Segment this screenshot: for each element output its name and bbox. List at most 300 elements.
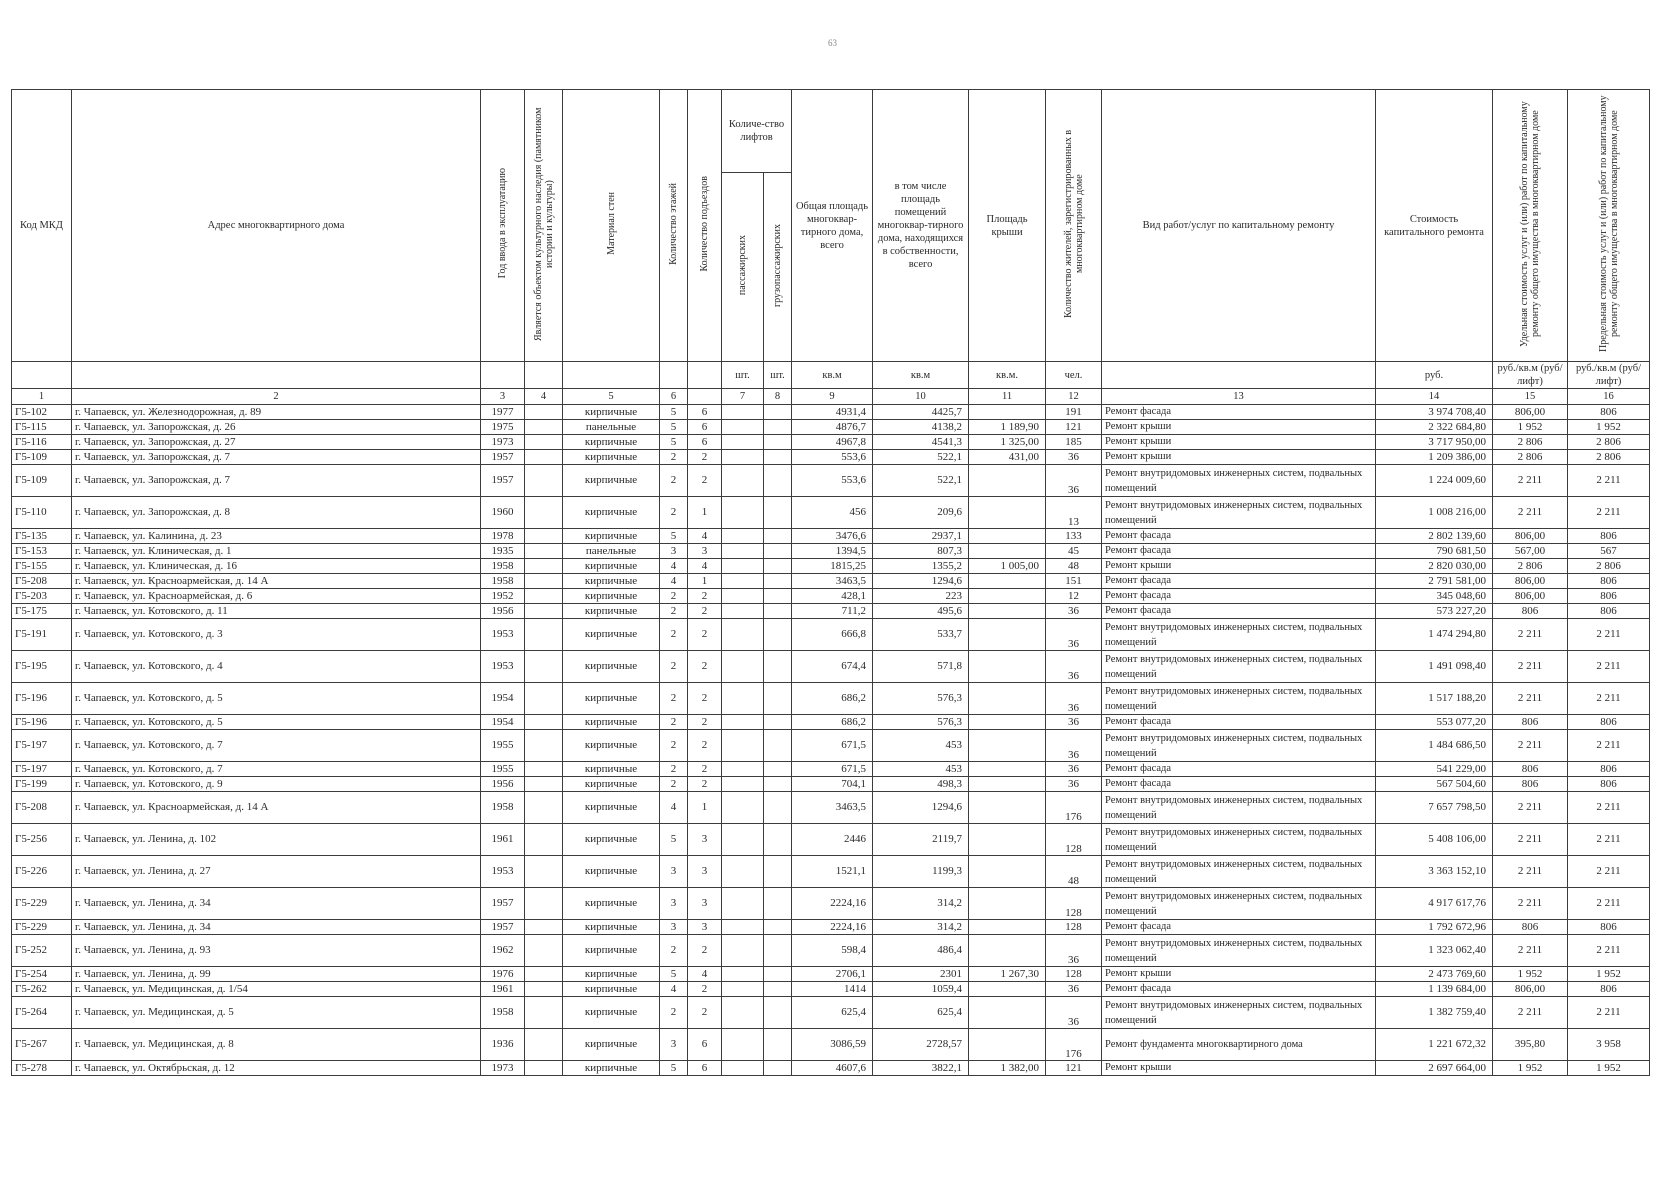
cell-code: Г5-135 [12, 529, 72, 544]
cell-work-type: Ремонт фасада [1102, 405, 1376, 420]
cell-heritage [525, 405, 563, 420]
cell-address: г. Чапаевск, ул. Котовского, д. 3 [72, 619, 481, 651]
cell-residents: 36 [1046, 730, 1102, 762]
cell-owned-area: 3822,1 [873, 1061, 969, 1076]
cell-floors: 2 [660, 683, 688, 715]
cell-material: кирпичные [563, 856, 660, 888]
cell-unit-cost: 2 211 [1493, 792, 1568, 824]
table-row [12, 935, 1650, 967]
cell-total-area: 456 [792, 497, 873, 529]
cell-floors: 3 [660, 544, 688, 559]
cell-limit-cost: 2 211 [1568, 888, 1650, 920]
cell-work-type: Ремонт внутридомовых инженерных систем, подвальных помещений [1102, 888, 1376, 920]
cell-year: 1957 [481, 450, 525, 465]
page-number-mark: 63 [828, 38, 837, 48]
cell-work-type: Ремонт внутридомовых инженерных систем, подвальных помещений [1102, 619, 1376, 651]
cell-residents: 36 [1046, 683, 1102, 715]
cell-entrances: 2 [688, 619, 722, 651]
cell-lifts-passenger [722, 792, 764, 824]
cell-entrances: 2 [688, 777, 722, 792]
cell-lifts-cargo [764, 967, 792, 982]
table-row [12, 888, 1650, 920]
header-lifts-cargo: грузопассажирских [764, 173, 792, 362]
cell-heritage [525, 730, 563, 762]
table-row [12, 405, 1650, 420]
cell-roof-area: 1 005,00 [969, 559, 1046, 574]
table-row [12, 529, 1650, 544]
table-row [12, 497, 1650, 529]
header-cost: Стоимость капитального ремонта [1376, 90, 1493, 362]
unit-rub-per-sqm: руб./кв.м (руб/лифт) [1568, 362, 1650, 389]
cell-address: г. Чапаевск, ул. Котовского, д. 4 [72, 651, 481, 683]
cell-cost: 7 657 798,50 [1376, 792, 1493, 824]
cell-lifts-cargo [764, 405, 792, 420]
cell-address: г. Чапаевск, ул. Запорожская, д. 7 [72, 465, 481, 497]
cell-entrances: 2 [688, 935, 722, 967]
cell-unit-cost: 806 [1493, 777, 1568, 792]
cell-owned-area: 576,3 [873, 715, 969, 730]
cell-code: Г5-256 [12, 824, 72, 856]
table-row [12, 465, 1650, 497]
capital-repair-table [11, 89, 1650, 1076]
cell-code: Г5-109 [12, 450, 72, 465]
cell-material: кирпичные [563, 935, 660, 967]
cell-total-area: 1815,25 [792, 559, 873, 574]
cell-lifts-cargo [764, 435, 792, 450]
header-limit-cost: Предельная стоимость услуг и (или) работ по капитальному ремонту общего имущества в многоквартирном доме [1568, 90, 1650, 362]
cell-lifts-passenger [722, 888, 764, 920]
cell-unit-cost: 1 952 [1493, 1061, 1568, 1076]
cell-year: 1936 [481, 1029, 525, 1061]
cell-roof-area [969, 497, 1046, 529]
cell-total-area: 686,2 [792, 683, 873, 715]
cell-limit-cost: 567 [1568, 544, 1650, 559]
cell-limit-cost: 2 806 [1568, 435, 1650, 450]
cell-entrances: 2 [688, 450, 722, 465]
cell-roof-area [969, 824, 1046, 856]
cell-material: кирпичные [563, 824, 660, 856]
cell-limit-cost: 2 211 [1568, 997, 1650, 1029]
cell-code: Г5-229 [12, 920, 72, 935]
cell-year: 1953 [481, 856, 525, 888]
header-floors: Количество этажей [660, 90, 688, 362]
cell-year: 1955 [481, 762, 525, 777]
cell-lifts-cargo [764, 888, 792, 920]
cell-roof-area [969, 574, 1046, 589]
cell-entrances: 6 [688, 405, 722, 420]
cell-unit-cost: 806 [1493, 715, 1568, 730]
cell-limit-cost: 806 [1568, 920, 1650, 935]
cell-material: кирпичные [563, 559, 660, 574]
cell-entrances: 3 [688, 824, 722, 856]
cell-lifts-passenger [722, 651, 764, 683]
cell-entrances: 1 [688, 497, 722, 529]
cell-limit-cost: 2 211 [1568, 824, 1650, 856]
table-row [12, 420, 1650, 435]
cell-limit-cost: 1 952 [1568, 420, 1650, 435]
cell-cost: 3 717 950,00 [1376, 435, 1493, 450]
cell-limit-cost: 806 [1568, 574, 1650, 589]
cell-floors: 2 [660, 619, 688, 651]
cell-entrances: 2 [688, 604, 722, 619]
cell-heritage [525, 967, 563, 982]
cell-owned-area: 314,2 [873, 920, 969, 935]
cell-unit-cost: 567,00 [1493, 544, 1568, 559]
table-row [12, 777, 1650, 792]
column-number: 14 [1376, 389, 1493, 405]
cell-material: кирпичные [563, 792, 660, 824]
cell-address: г. Чапаевск, ул. Ленина, д. 102 [72, 824, 481, 856]
cell-year: 1978 [481, 529, 525, 544]
cell-roof-area [969, 405, 1046, 420]
cell-heritage [525, 450, 563, 465]
cell-cost: 1 209 386,00 [1376, 450, 1493, 465]
cell-material: кирпичные [563, 435, 660, 450]
cell-code: Г5-254 [12, 967, 72, 982]
column-number: 10 [873, 389, 969, 405]
cell-lifts-cargo [764, 559, 792, 574]
cell-residents: 36 [1046, 604, 1102, 619]
cell-total-area: 3463,5 [792, 792, 873, 824]
cell-lifts-passenger [722, 1029, 764, 1061]
cell-material: кирпичные [563, 1061, 660, 1076]
column-number: 12 [1046, 389, 1102, 405]
cell-year: 1957 [481, 920, 525, 935]
cell-lifts-cargo [764, 651, 792, 683]
cell-lifts-passenger [722, 715, 764, 730]
cell-lifts-cargo [764, 762, 792, 777]
cell-owned-area: 4541,3 [873, 435, 969, 450]
cell-total-area: 553,6 [792, 465, 873, 497]
cell-year: 1953 [481, 651, 525, 683]
cell-heritage [525, 762, 563, 777]
units-row [12, 362, 1650, 389]
cell-code: Г5-153 [12, 544, 72, 559]
cell-residents: 36 [1046, 762, 1102, 777]
cell-owned-area: 2119,7 [873, 824, 969, 856]
cell-address: г. Чапаевск, ул. Котовского, д. 5 [72, 683, 481, 715]
cell-code: Г5-195 [12, 651, 72, 683]
cell-residents: 128 [1046, 967, 1102, 982]
unit-pcs: шт. [722, 362, 764, 389]
cell-roof-area [969, 544, 1046, 559]
cell-lifts-passenger [722, 420, 764, 435]
cell-code: Г5-109 [12, 465, 72, 497]
cell-roof-area: 1 382,00 [969, 1061, 1046, 1076]
cell-work-type: Ремонт фасада [1102, 777, 1376, 792]
unit-rub-per-sqm: руб./кв.м (руб/лифт) [1493, 362, 1568, 389]
cell-code: Г5-196 [12, 683, 72, 715]
cell-limit-cost: 2 211 [1568, 651, 1650, 683]
cell-lifts-passenger [722, 730, 764, 762]
cell-lifts-cargo [764, 730, 792, 762]
cell-total-area: 686,2 [792, 715, 873, 730]
cell-heritage [525, 529, 563, 544]
cell-material: панельные [563, 544, 660, 559]
cell-owned-area: 1294,6 [873, 792, 969, 824]
cell-heritage [525, 420, 563, 435]
unit-rub: руб. [1376, 362, 1493, 389]
cell-code: Г5-203 [12, 589, 72, 604]
cell-heritage [525, 1029, 563, 1061]
cell-floors: 3 [660, 856, 688, 888]
cell-material: кирпичные [563, 997, 660, 1029]
cell-lifts-cargo [764, 589, 792, 604]
cell-code: Г5-199 [12, 777, 72, 792]
cell-heritage [525, 435, 563, 450]
cell-limit-cost: 2 211 [1568, 856, 1650, 888]
header-entrances: Количество подъездов [688, 90, 722, 362]
cell-lifts-passenger [722, 619, 764, 651]
cell-total-area: 1394,5 [792, 544, 873, 559]
cell-year: 1961 [481, 824, 525, 856]
cell-cost: 2 322 684,80 [1376, 420, 1493, 435]
cell-year: 1953 [481, 619, 525, 651]
column-number: 15 [1493, 389, 1568, 405]
column-number: 16 [1568, 389, 1650, 405]
cell-lifts-cargo [764, 465, 792, 497]
cell-lifts-cargo [764, 777, 792, 792]
cell-total-area: 704,1 [792, 777, 873, 792]
cell-limit-cost: 806 [1568, 589, 1650, 604]
cell-entrances: 2 [688, 465, 722, 497]
cell-lifts-cargo [764, 604, 792, 619]
cell-lifts-passenger [722, 604, 764, 619]
cell-residents: 191 [1046, 405, 1102, 420]
cell-floors: 3 [660, 920, 688, 935]
cell-roof-area [969, 982, 1046, 997]
cell-cost: 1 382 759,40 [1376, 997, 1493, 1029]
cell-work-type: Ремонт крыши [1102, 420, 1376, 435]
cell-residents: 121 [1046, 1061, 1102, 1076]
cell-year: 1958 [481, 997, 525, 1029]
cell-roof-area [969, 619, 1046, 651]
cell-cost: 2 791 581,00 [1376, 574, 1493, 589]
cell-residents: 48 [1046, 856, 1102, 888]
cell-cost: 541 229,00 [1376, 762, 1493, 777]
cell-limit-cost: 1 952 [1568, 967, 1650, 982]
header-lifts: Количе-ство лифтов [722, 90, 792, 173]
cell-code: Г5-191 [12, 619, 72, 651]
cell-cost: 567 504,60 [1376, 777, 1493, 792]
cell-cost: 1 221 672,32 [1376, 1029, 1493, 1061]
cell-lifts-passenger [722, 574, 764, 589]
cell-lifts-cargo [764, 856, 792, 888]
cell-lifts-cargo [764, 1061, 792, 1076]
cell-address: г. Чапаевск, ул. Медицинская, д. 1/54 [72, 982, 481, 997]
cell-limit-cost: 3 958 [1568, 1029, 1650, 1061]
cell-year: 1973 [481, 435, 525, 450]
header-work-type: Вид работ/услуг по капитальному ремонту [1102, 90, 1376, 362]
header-residents: Количество жителей, зарегистрированных в многоквартирном доме [1046, 90, 1102, 362]
cell-floors: 2 [660, 762, 688, 777]
cell-roof-area [969, 465, 1046, 497]
cell-lifts-passenger [722, 544, 764, 559]
cell-owned-area: 314,2 [873, 888, 969, 920]
cell-unit-cost: 1 952 [1493, 967, 1568, 982]
cell-floors: 2 [660, 715, 688, 730]
table-row [12, 730, 1650, 762]
table-row [12, 856, 1650, 888]
cell-roof-area [969, 762, 1046, 777]
table-row [12, 1061, 1650, 1076]
cell-floors: 3 [660, 1029, 688, 1061]
cell-lifts-passenger [722, 497, 764, 529]
cell-material: кирпичные [563, 574, 660, 589]
cell-code: Г5-197 [12, 762, 72, 777]
cell-code: Г5-262 [12, 982, 72, 997]
cell-floors: 5 [660, 529, 688, 544]
cell-owned-area: 1199,3 [873, 856, 969, 888]
cell-lifts-cargo [764, 997, 792, 1029]
cell-heritage [525, 824, 563, 856]
table-row [12, 559, 1650, 574]
cell-work-type: Ремонт фундамента многоквартирного дома [1102, 1029, 1376, 1061]
cell-roof-area [969, 730, 1046, 762]
table-row [12, 574, 1650, 589]
cell-residents: 36 [1046, 935, 1102, 967]
cell-cost: 573 227,20 [1376, 604, 1493, 619]
header-year: Год ввода в эксплуатацию [481, 90, 525, 362]
cell-year: 1954 [481, 715, 525, 730]
cell-address: г. Чапаевск, ул. Октябрьская, д. 12 [72, 1061, 481, 1076]
cell-address: г. Чапаевск, ул. Клиническая, д. 16 [72, 559, 481, 574]
cell-residents: 36 [1046, 777, 1102, 792]
cell-code: Г5-267 [12, 1029, 72, 1061]
cell-heritage [525, 589, 563, 604]
cell-material: кирпичные [563, 465, 660, 497]
cell-total-area: 3476,6 [792, 529, 873, 544]
table-row [12, 982, 1650, 997]
cell-residents: 185 [1046, 435, 1102, 450]
cell-residents: 176 [1046, 792, 1102, 824]
cell-floors: 4 [660, 574, 688, 589]
cell-floors: 5 [660, 405, 688, 420]
table-row [12, 604, 1650, 619]
cell-work-type: Ремонт фасада [1102, 604, 1376, 619]
cell-entrances: 4 [688, 529, 722, 544]
cell-lifts-passenger [722, 777, 764, 792]
cell-limit-cost: 806 [1568, 982, 1650, 997]
cell-total-area: 671,5 [792, 730, 873, 762]
cell-owned-area: 4138,2 [873, 420, 969, 435]
cell-residents: 36 [1046, 982, 1102, 997]
cell-cost: 1 792 672,96 [1376, 920, 1493, 935]
table-row [12, 792, 1650, 824]
cell-address: г. Чапаевск, ул. Ленина, д. 27 [72, 856, 481, 888]
header-code: Код МКД [12, 90, 72, 362]
cell-code: Г5-226 [12, 856, 72, 888]
cell-floors: 2 [660, 497, 688, 529]
cell-entrances: 6 [688, 1029, 722, 1061]
cell-year: 1977 [481, 405, 525, 420]
cell-floors: 5 [660, 967, 688, 982]
cell-year: 1976 [481, 967, 525, 982]
cell-floors: 2 [660, 997, 688, 1029]
cell-code: Г5-115 [12, 420, 72, 435]
cell-total-area: 1414 [792, 982, 873, 997]
cell-entrances: 2 [688, 997, 722, 1029]
cell-year: 1961 [481, 982, 525, 997]
cell-address: г. Чапаевск, ул. Котовского, д. 11 [72, 604, 481, 619]
cell-roof-area [969, 856, 1046, 888]
cell-roof-area [969, 777, 1046, 792]
cell-total-area: 553,6 [792, 450, 873, 465]
cell-lifts-cargo [764, 982, 792, 997]
table-row [12, 683, 1650, 715]
cell-lifts-cargo [764, 544, 792, 559]
cell-material: кирпичные [563, 497, 660, 529]
cell-roof-area [969, 589, 1046, 604]
cell-code: Г5-155 [12, 559, 72, 574]
cell-work-type: Ремонт фасада [1102, 544, 1376, 559]
cell-entrances: 4 [688, 559, 722, 574]
cell-heritage [525, 559, 563, 574]
cell-floors: 2 [660, 589, 688, 604]
cell-residents: 128 [1046, 824, 1102, 856]
cell-heritage [525, 604, 563, 619]
cell-total-area: 3086,59 [792, 1029, 873, 1061]
cell-lifts-cargo [764, 574, 792, 589]
cell-roof-area [969, 529, 1046, 544]
table-row [12, 619, 1650, 651]
cell-heritage [525, 619, 563, 651]
cell-unit-cost: 2 211 [1493, 824, 1568, 856]
cell-residents: 176 [1046, 1029, 1102, 1061]
cell-limit-cost: 2 211 [1568, 683, 1650, 715]
cell-cost: 3 363 152,10 [1376, 856, 1493, 888]
cell-limit-cost: 806 [1568, 604, 1650, 619]
cell-lifts-passenger [722, 450, 764, 465]
cell-heritage [525, 777, 563, 792]
cell-owned-area: 533,7 [873, 619, 969, 651]
table-row [12, 967, 1650, 982]
table-row [12, 1029, 1650, 1061]
cell-work-type: Ремонт внутридомовых инженерных систем, подвальных помещений [1102, 683, 1376, 715]
cell-cost: 345 048,60 [1376, 589, 1493, 604]
table-row [12, 544, 1650, 559]
cell-material: кирпичные [563, 651, 660, 683]
header-total-area: Общая площадь многоквар-тирного дома, всего [792, 90, 873, 362]
header-heritage: Является объектом культурного наследия (памятником истории и культуры) [525, 90, 563, 362]
cell-owned-area: 1294,6 [873, 574, 969, 589]
cell-material: кирпичные [563, 589, 660, 604]
cell-work-type: Ремонт внутридомовых инженерных систем, подвальных помещений [1102, 935, 1376, 967]
cell-residents: 12 [1046, 589, 1102, 604]
column-number: 6 [660, 389, 688, 405]
cell-limit-cost: 2 211 [1568, 935, 1650, 967]
cell-total-area: 4607,6 [792, 1061, 873, 1076]
cell-floors: 2 [660, 935, 688, 967]
cell-cost: 1 484 686,50 [1376, 730, 1493, 762]
cell-lifts-passenger [722, 982, 764, 997]
cell-work-type: Ремонт фасада [1102, 715, 1376, 730]
cell-address: г. Чапаевск, ул. Красноармейская, д. 14 А [72, 792, 481, 824]
cell-address: г. Чапаевск, ул. Медицинская, д. 5 [72, 997, 481, 1029]
cell-material: кирпичные [563, 715, 660, 730]
cell-address: г. Чапаевск, ул. Железнодорожная, д. 89 [72, 405, 481, 420]
cell-total-area: 4876,7 [792, 420, 873, 435]
cell-material: кирпичные [563, 405, 660, 420]
cell-unit-cost: 806 [1493, 920, 1568, 935]
cell-roof-area: 1 325,00 [969, 435, 1046, 450]
cell-owned-area: 223 [873, 589, 969, 604]
cell-lifts-passenger [722, 967, 764, 982]
cell-work-type: Ремонт внутридомовых инженерных систем, подвальных помещений [1102, 497, 1376, 529]
cell-floors: 5 [660, 1061, 688, 1076]
cell-year: 1958 [481, 559, 525, 574]
cell-floors: 2 [660, 777, 688, 792]
